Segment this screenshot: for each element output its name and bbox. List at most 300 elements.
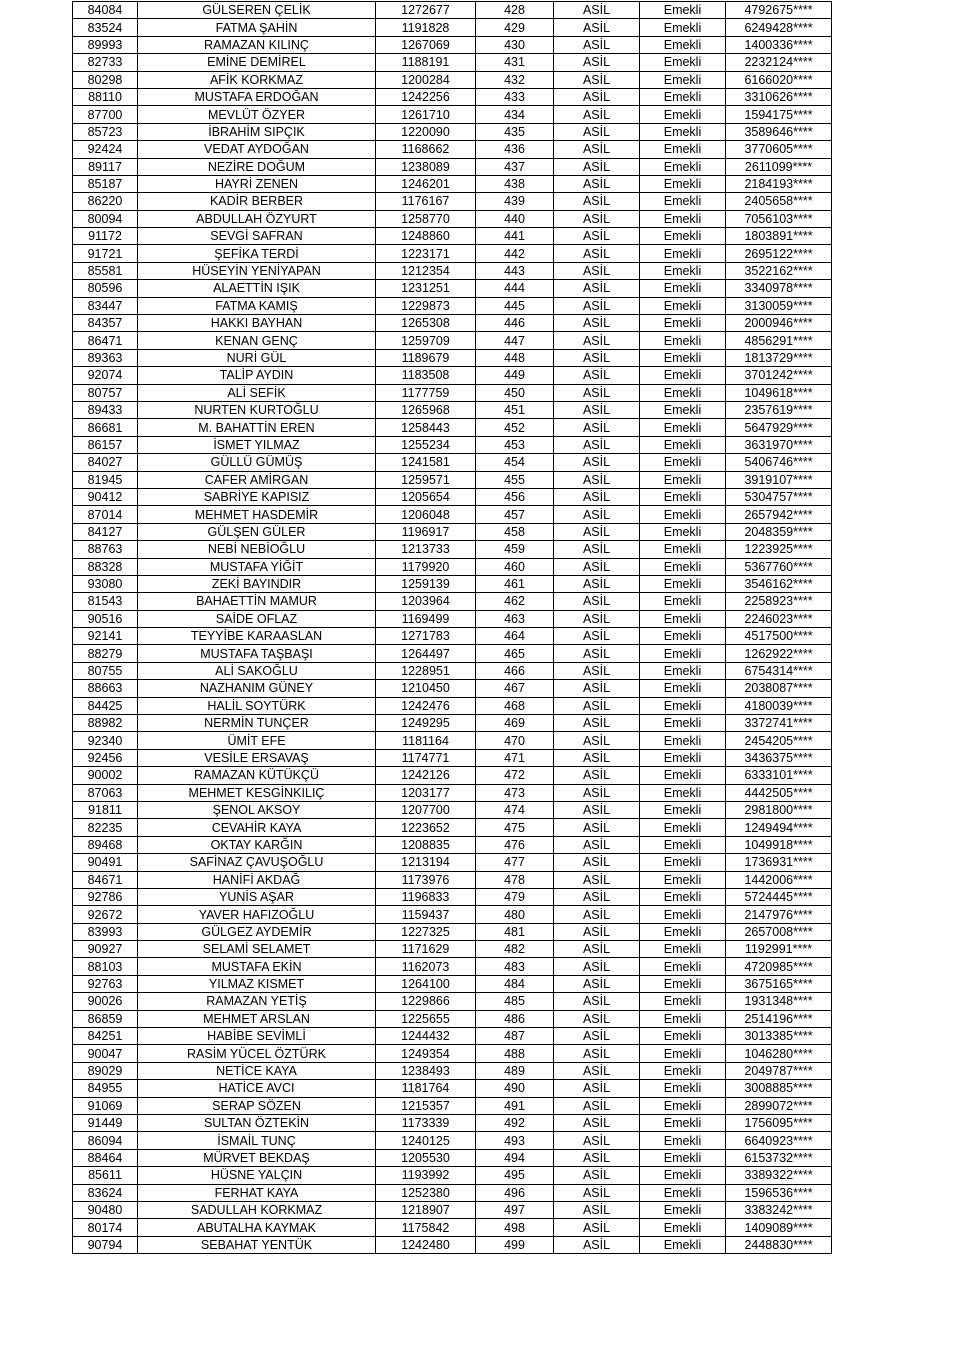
registry-number-cell: 1174771 xyxy=(376,749,476,766)
rank-cell: 477 xyxy=(476,854,554,871)
category-cell: Emekli xyxy=(640,71,726,88)
name-cell: YILMAZ KISMET xyxy=(138,975,376,992)
table-row xyxy=(73,1149,832,1166)
status-cell: ASİL xyxy=(554,19,640,36)
status-cell: ASİL xyxy=(554,315,640,332)
status-cell: ASİL xyxy=(554,749,640,766)
status-cell: ASİL xyxy=(554,471,640,488)
masked-id-cell: 6153732**** xyxy=(726,1149,832,1166)
registry-number-cell: 1242480 xyxy=(376,1236,476,1253)
category-cell: Emekli xyxy=(640,767,726,784)
registry-number-cell: 1242126 xyxy=(376,767,476,784)
registry-number-cell: 1249295 xyxy=(376,715,476,732)
table-row xyxy=(73,436,832,453)
name-cell: YUNİS AŞAR xyxy=(138,888,376,905)
table-row xyxy=(73,575,832,592)
category-cell: Emekli xyxy=(640,297,726,314)
table-row xyxy=(73,1167,832,1184)
registry-number-cell: 1258443 xyxy=(376,419,476,436)
id-cell: 87700 xyxy=(73,106,138,123)
rank-cell: 451 xyxy=(476,401,554,418)
name-cell: RASİM YÜCEL ÖZTÜRK xyxy=(138,1045,376,1062)
status-cell: ASİL xyxy=(554,593,640,610)
table-row xyxy=(73,141,832,158)
masked-id-cell: 3310626**** xyxy=(726,88,832,105)
name-cell: SADULLAH KORKMAZ xyxy=(138,1201,376,1218)
registry-number-cell: 1238089 xyxy=(376,158,476,175)
registry-number-cell: 1252380 xyxy=(376,1184,476,1201)
name-cell: NETİCE KAYA xyxy=(138,1062,376,1079)
masked-id-cell: 2184193**** xyxy=(726,175,832,192)
table-row xyxy=(73,367,832,384)
masked-id-cell: 3589646**** xyxy=(726,123,832,140)
status-cell: ASİL xyxy=(554,819,640,836)
status-cell: ASİL xyxy=(554,1201,640,1218)
rank-cell: 455 xyxy=(476,471,554,488)
id-cell: 86094 xyxy=(73,1132,138,1149)
category-cell: Emekli xyxy=(640,628,726,645)
table-row xyxy=(73,315,832,332)
id-cell: 90047 xyxy=(73,1045,138,1062)
category-cell: Emekli xyxy=(640,923,726,940)
registry-number-cell: 1229866 xyxy=(376,993,476,1010)
masked-id-cell: 1442006**** xyxy=(726,871,832,888)
masked-id-cell: 2657942**** xyxy=(726,506,832,523)
id-cell: 92456 xyxy=(73,749,138,766)
status-cell: ASİL xyxy=(554,888,640,905)
table-row xyxy=(73,1028,832,1045)
id-cell: 92672 xyxy=(73,906,138,923)
id-cell: 84027 xyxy=(73,454,138,471)
registry-number-cell: 1231251 xyxy=(376,280,476,297)
id-cell: 90002 xyxy=(73,767,138,784)
category-cell: Emekli xyxy=(640,454,726,471)
category-cell: Emekli xyxy=(640,245,726,262)
category-cell: Emekli xyxy=(640,349,726,366)
registry-number-cell: 1196917 xyxy=(376,523,476,540)
table-row xyxy=(73,349,832,366)
category-cell: Emekli xyxy=(640,958,726,975)
name-cell: NERMİN TUNÇER xyxy=(138,715,376,732)
registry-number-cell: 1206048 xyxy=(376,506,476,523)
table-row xyxy=(73,1132,832,1149)
rank-cell: 462 xyxy=(476,593,554,610)
name-cell: BAHAETTİN MAMUR xyxy=(138,593,376,610)
category-cell: Emekli xyxy=(640,854,726,871)
table-row xyxy=(73,454,832,471)
table-row xyxy=(73,2,832,19)
registry-number-cell: 1210450 xyxy=(376,680,476,697)
status-cell: ASİL xyxy=(554,1184,640,1201)
category-cell: Emekli xyxy=(640,193,726,210)
id-cell: 80596 xyxy=(73,280,138,297)
table-row xyxy=(73,975,832,992)
masked-id-cell: 1046280**** xyxy=(726,1045,832,1062)
name-cell: EMİNE DEMİREL xyxy=(138,54,376,71)
table-row xyxy=(73,106,832,123)
registry-number-cell: 1242256 xyxy=(376,88,476,105)
registry-number-cell: 1242476 xyxy=(376,697,476,714)
masked-id-cell: 1049918**** xyxy=(726,836,832,853)
category-cell: Emekli xyxy=(640,645,726,662)
masked-id-cell: 5304757**** xyxy=(726,488,832,505)
registry-number-cell: 1259571 xyxy=(376,471,476,488)
registry-number-cell: 1200284 xyxy=(376,71,476,88)
rank-cell: 430 xyxy=(476,36,554,53)
id-cell: 88279 xyxy=(73,645,138,662)
id-cell: 80094 xyxy=(73,210,138,227)
masked-id-cell: 3675165**** xyxy=(726,975,832,992)
status-cell: ASİL xyxy=(554,193,640,210)
category-cell: Emekli xyxy=(640,523,726,540)
id-cell: 83447 xyxy=(73,297,138,314)
masked-id-cell: 1192991**** xyxy=(726,941,832,958)
rank-cell: 488 xyxy=(476,1045,554,1062)
table-row xyxy=(73,158,832,175)
rank-cell: 489 xyxy=(476,1062,554,1079)
id-cell: 86157 xyxy=(73,436,138,453)
category-cell: Emekli xyxy=(640,1062,726,1079)
category-cell: Emekli xyxy=(640,1132,726,1149)
masked-id-cell: 1594175**** xyxy=(726,106,832,123)
registry-number-cell: 1261710 xyxy=(376,106,476,123)
status-cell: ASİL xyxy=(554,141,640,158)
id-cell: 86471 xyxy=(73,332,138,349)
registry-number-cell: 1196833 xyxy=(376,888,476,905)
masked-id-cell: 3701242**** xyxy=(726,367,832,384)
rank-cell: 450 xyxy=(476,384,554,401)
masked-id-cell: 5724445**** xyxy=(726,888,832,905)
registry-number-cell: 1220090 xyxy=(376,123,476,140)
masked-id-cell: 2000946**** xyxy=(726,315,832,332)
name-cell: FATMA ŞAHİN xyxy=(138,19,376,36)
table-row xyxy=(73,958,832,975)
name-cell: NEBİ NEBİOĞLU xyxy=(138,541,376,558)
id-cell: 88663 xyxy=(73,680,138,697)
rank-cell: 473 xyxy=(476,784,554,801)
category-cell: Emekli xyxy=(640,819,726,836)
table-row xyxy=(73,506,832,523)
category-cell: Emekli xyxy=(640,732,726,749)
name-cell: GÜLGEZ AYDEMİR xyxy=(138,923,376,940)
category-cell: Emekli xyxy=(640,1149,726,1166)
status-cell: ASİL xyxy=(554,367,640,384)
table-row xyxy=(73,280,832,297)
status-cell: ASİL xyxy=(554,88,640,105)
id-cell: 92763 xyxy=(73,975,138,992)
registry-number-cell: 1271783 xyxy=(376,628,476,645)
category-cell: Emekli xyxy=(640,210,726,227)
status-cell: ASİL xyxy=(554,975,640,992)
registry-number-cell: 1207700 xyxy=(376,801,476,818)
status-cell: ASİL xyxy=(554,245,640,262)
registry-number-cell: 1249354 xyxy=(376,1045,476,1062)
status-cell: ASİL xyxy=(554,1080,640,1097)
status-cell: ASİL xyxy=(554,2,640,19)
category-cell: Emekli xyxy=(640,141,726,158)
rank-cell: 478 xyxy=(476,871,554,888)
status-cell: ASİL xyxy=(554,228,640,245)
id-cell: 88763 xyxy=(73,541,138,558)
masked-id-cell: 2258923**** xyxy=(726,593,832,610)
table-row xyxy=(73,1219,832,1236)
table-row xyxy=(73,610,832,627)
status-cell: ASİL xyxy=(554,1132,640,1149)
registry-number-cell: 1255234 xyxy=(376,436,476,453)
name-cell: FERHAT KAYA xyxy=(138,1184,376,1201)
id-cell: 83993 xyxy=(73,923,138,940)
status-cell: ASİL xyxy=(554,384,640,401)
rank-cell: 475 xyxy=(476,819,554,836)
status-cell: ASİL xyxy=(554,801,640,818)
name-cell: SEVGİ SAFRAN xyxy=(138,228,376,245)
rank-cell: 468 xyxy=(476,697,554,714)
rank-cell: 469 xyxy=(476,715,554,732)
status-cell: ASİL xyxy=(554,1097,640,1114)
id-cell: 90026 xyxy=(73,993,138,1010)
id-cell: 89433 xyxy=(73,401,138,418)
registry-number-cell: 1203177 xyxy=(376,784,476,801)
masked-id-cell: 4442505**** xyxy=(726,784,832,801)
registry-number-cell: 1213194 xyxy=(376,854,476,871)
registry-number-cell: 1238493 xyxy=(376,1062,476,1079)
id-cell: 87063 xyxy=(73,784,138,801)
rank-cell: 497 xyxy=(476,1201,554,1218)
masked-id-cell: 2611099**** xyxy=(726,158,832,175)
rank-cell: 432 xyxy=(476,71,554,88)
status-cell: ASİL xyxy=(554,71,640,88)
id-cell: 81945 xyxy=(73,471,138,488)
registry-number-cell: 1264497 xyxy=(376,645,476,662)
masked-id-cell: 2048359**** xyxy=(726,523,832,540)
masked-id-cell: 3389322**** xyxy=(726,1167,832,1184)
rank-cell: 438 xyxy=(476,175,554,192)
id-cell: 91069 xyxy=(73,1097,138,1114)
status-cell: ASİL xyxy=(554,123,640,140)
table-row xyxy=(73,419,832,436)
registry-number-cell: 1168662 xyxy=(376,141,476,158)
rank-cell: 439 xyxy=(476,193,554,210)
masked-id-cell: 4180039**** xyxy=(726,697,832,714)
masked-id-cell: 3919107**** xyxy=(726,471,832,488)
rank-cell: 484 xyxy=(476,975,554,992)
table-row xyxy=(73,1010,832,1027)
registry-number-cell: 1215357 xyxy=(376,1097,476,1114)
table-row xyxy=(73,749,832,766)
name-cell: ZEKİ BAYINDIR xyxy=(138,575,376,592)
category-cell: Emekli xyxy=(640,367,726,384)
rank-cell: 467 xyxy=(476,680,554,697)
status-cell: ASİL xyxy=(554,958,640,975)
table-row xyxy=(73,401,832,418)
registry-number-cell: 1171629 xyxy=(376,941,476,958)
rank-cell: 428 xyxy=(476,2,554,19)
rank-cell: 453 xyxy=(476,436,554,453)
registry-number-cell: 1193992 xyxy=(376,1167,476,1184)
category-cell: Emekli xyxy=(640,123,726,140)
masked-id-cell: 3546162**** xyxy=(726,575,832,592)
category-cell: Emekli xyxy=(640,975,726,992)
table-row xyxy=(73,488,832,505)
name-cell: HATİCE AVCI xyxy=(138,1080,376,1097)
table-row xyxy=(73,993,832,1010)
results-table xyxy=(72,1,832,1254)
name-cell: VEDAT AYDOĞAN xyxy=(138,141,376,158)
category-cell: Emekli xyxy=(640,36,726,53)
table-row xyxy=(73,1045,832,1062)
name-cell: TALİP AYDIN xyxy=(138,367,376,384)
category-cell: Emekli xyxy=(640,662,726,679)
rank-cell: 490 xyxy=(476,1080,554,1097)
rank-cell: 457 xyxy=(476,506,554,523)
category-cell: Emekli xyxy=(640,801,726,818)
table-row xyxy=(73,471,832,488)
category-cell: Emekli xyxy=(640,1236,726,1253)
name-cell: NEZİRE DOĞUM xyxy=(138,158,376,175)
registry-number-cell: 1259139 xyxy=(376,575,476,592)
masked-id-cell: 1813729**** xyxy=(726,349,832,366)
masked-id-cell: 5367760**** xyxy=(726,558,832,575)
table-row xyxy=(73,175,832,192)
rank-cell: 440 xyxy=(476,210,554,227)
id-cell: 92786 xyxy=(73,888,138,905)
id-cell: 88110 xyxy=(73,88,138,105)
rank-cell: 458 xyxy=(476,523,554,540)
name-cell: MUSTAFA TAŞBAŞI xyxy=(138,645,376,662)
category-cell: Emekli xyxy=(640,106,726,123)
masked-id-cell: 2405658**** xyxy=(726,193,832,210)
rank-cell: 481 xyxy=(476,923,554,940)
status-cell: ASİL xyxy=(554,541,640,558)
category-cell: Emekli xyxy=(640,280,726,297)
masked-id-cell: 1223925**** xyxy=(726,541,832,558)
id-cell: 92074 xyxy=(73,367,138,384)
masked-id-cell: 2448830**** xyxy=(726,1236,832,1253)
table-row xyxy=(73,54,832,71)
id-cell: 92340 xyxy=(73,732,138,749)
rank-cell: 499 xyxy=(476,1236,554,1253)
registry-number-cell: 1272677 xyxy=(376,2,476,19)
table-row xyxy=(73,923,832,940)
masked-id-cell: 6249428**** xyxy=(726,19,832,36)
name-cell: HABİBE SEVİMLİ xyxy=(138,1028,376,1045)
id-cell: 85581 xyxy=(73,262,138,279)
rank-cell: 472 xyxy=(476,767,554,784)
status-cell: ASİL xyxy=(554,715,640,732)
name-cell: FATMA KAMIŞ xyxy=(138,297,376,314)
status-cell: ASİL xyxy=(554,262,640,279)
name-cell: SEBAHAT YENTÜK xyxy=(138,1236,376,1253)
table-row xyxy=(73,888,832,905)
id-cell: 89117 xyxy=(73,158,138,175)
name-cell: CEVAHİR KAYA xyxy=(138,819,376,836)
table-row xyxy=(73,662,832,679)
name-cell: SABRİYE KAPISIZ xyxy=(138,488,376,505)
rank-cell: 445 xyxy=(476,297,554,314)
id-cell: 91811 xyxy=(73,801,138,818)
status-cell: ASİL xyxy=(554,645,640,662)
status-cell: ASİL xyxy=(554,297,640,314)
masked-id-cell: 1596536**** xyxy=(726,1184,832,1201)
masked-id-cell: 2038087**** xyxy=(726,680,832,697)
rank-cell: 435 xyxy=(476,123,554,140)
status-cell: ASİL xyxy=(554,697,640,714)
status-cell: ASİL xyxy=(554,436,640,453)
id-cell: 81543 xyxy=(73,593,138,610)
status-cell: ASİL xyxy=(554,488,640,505)
category-cell: Emekli xyxy=(640,593,726,610)
status-cell: ASİL xyxy=(554,106,640,123)
category-cell: Emekli xyxy=(640,697,726,714)
table-row xyxy=(73,1080,832,1097)
table-row xyxy=(73,819,832,836)
name-cell: İSMAİL TUNÇ xyxy=(138,1132,376,1149)
status-cell: ASİL xyxy=(554,419,640,436)
masked-id-cell: 2147976**** xyxy=(726,906,832,923)
category-cell: Emekli xyxy=(640,680,726,697)
name-cell: İBRAHİM SIPÇIK xyxy=(138,123,376,140)
masked-id-cell: 4856291**** xyxy=(726,332,832,349)
name-cell: VESİLE ERSAVAŞ xyxy=(138,749,376,766)
name-cell: KENAN GENÇ xyxy=(138,332,376,349)
category-cell: Emekli xyxy=(640,384,726,401)
masked-id-cell: 2514196**** xyxy=(726,1010,832,1027)
masked-id-cell: 4792675**** xyxy=(726,2,832,19)
id-cell: 90480 xyxy=(73,1201,138,1218)
masked-id-cell: 1400336**** xyxy=(726,36,832,53)
table-row xyxy=(73,262,832,279)
name-cell: ÜMİT EFE xyxy=(138,732,376,749)
category-cell: Emekli xyxy=(640,1097,726,1114)
status-cell: ASİL xyxy=(554,1062,640,1079)
rank-cell: 434 xyxy=(476,106,554,123)
rank-cell: 444 xyxy=(476,280,554,297)
rank-cell: 459 xyxy=(476,541,554,558)
status-cell: ASİL xyxy=(554,662,640,679)
name-cell: GÜLŞEN GÜLER xyxy=(138,523,376,540)
name-cell: ABDULLAH ÖZYURT xyxy=(138,210,376,227)
category-cell: Emekli xyxy=(640,749,726,766)
registry-number-cell: 1179920 xyxy=(376,558,476,575)
status-cell: ASİL xyxy=(554,610,640,627)
status-cell: ASİL xyxy=(554,680,640,697)
table-row xyxy=(73,836,832,853)
status-cell: ASİL xyxy=(554,923,640,940)
id-cell: 89468 xyxy=(73,836,138,853)
registry-number-cell: 1248860 xyxy=(376,228,476,245)
status-cell: ASİL xyxy=(554,1115,640,1132)
table-row xyxy=(73,297,832,314)
status-cell: ASİL xyxy=(554,1028,640,1045)
masked-id-cell: 3130059**** xyxy=(726,297,832,314)
category-cell: Emekli xyxy=(640,1080,726,1097)
name-cell: ŞEFİKA TERDİ xyxy=(138,245,376,262)
id-cell: 84084 xyxy=(73,2,138,19)
table-row xyxy=(73,1097,832,1114)
id-cell: 89993 xyxy=(73,36,138,53)
rank-cell: 452 xyxy=(476,419,554,436)
status-cell: ASİL xyxy=(554,784,640,801)
table-row xyxy=(73,228,832,245)
rank-cell: 429 xyxy=(476,19,554,36)
table-row xyxy=(73,801,832,818)
category-cell: Emekli xyxy=(640,993,726,1010)
rank-cell: 498 xyxy=(476,1219,554,1236)
name-cell: ABUTALHA KAYMAK xyxy=(138,1219,376,1236)
registry-number-cell: 1265308 xyxy=(376,315,476,332)
category-cell: Emekli xyxy=(640,1115,726,1132)
status-cell: ASİL xyxy=(554,732,640,749)
